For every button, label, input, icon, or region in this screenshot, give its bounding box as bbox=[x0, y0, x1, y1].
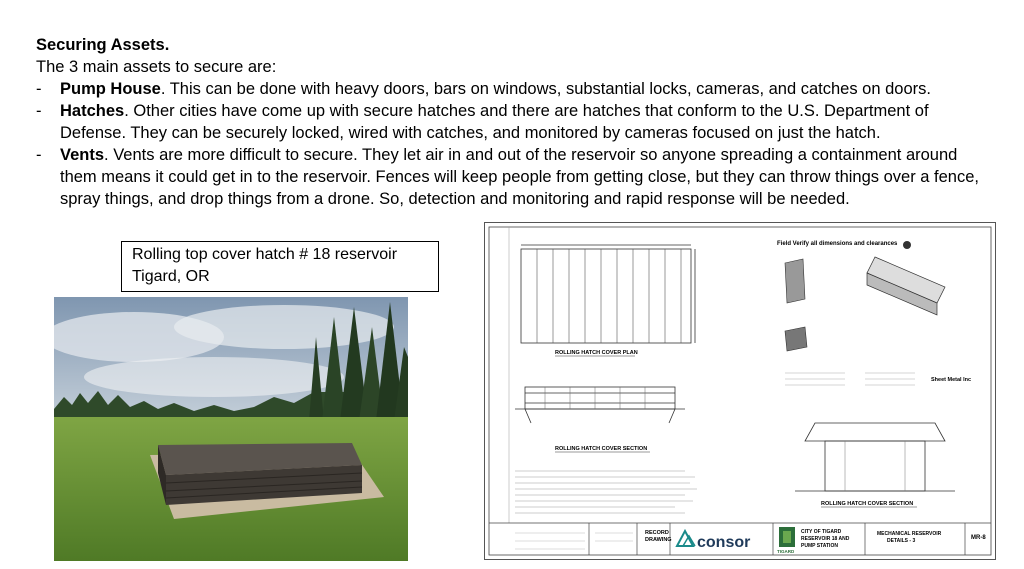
photo-caption bbox=[121, 241, 439, 292]
client-line-2: RESERVOIR 18 AND bbox=[801, 536, 850, 542]
sheet-number: MR-8 bbox=[971, 535, 986, 541]
plan-title: ROLLING HATCH COVER PLAN bbox=[555, 350, 638, 356]
slide-intro: The 3 main assets to secure are: bbox=[36, 58, 277, 76]
record-line-2: DRAWING bbox=[645, 537, 672, 543]
field-verify-note: Field Verify all dimensions and clearances bbox=[777, 241, 898, 247]
client-line-1: CITY OF TIGARD bbox=[801, 529, 842, 535]
caption-line-2: Tigard, OR bbox=[132, 268, 210, 285]
client-line-3: PUMP STATION bbox=[801, 543, 838, 549]
section-title-right: ROLLING HATCH COVER SECTION bbox=[821, 501, 914, 507]
drawing-illustration bbox=[485, 223, 995, 559]
bullet-text: . Vents are more difficult to secure. They let air in and out of the reservoir so anyone spreading a containment around them means it could get in to the reservoir. Fences will keep people from getting close, but they can throw things over a fence, spray things, and drop things from a drone. So, detection and monitoring and rapid response will be needed. bbox=[60, 146, 979, 208]
bullet-hatches: - Hatches. Other cities have come up with secure hatches and there are hatches that conform to the U.S. Department of Defense. They can be securely locked, wired with catches, and monitored by cameras focused on just the hatch. bbox=[36, 102, 929, 142]
engineering-drawing bbox=[484, 222, 996, 560]
bullet-vents: - Vents. Vents are more difficult to secure. They let air in and out of the reservoir so anyone spreading a containment around them means it could get in to the reservoir. Fences will keep people from getting close, but they can throw things over a fence, spray things, and drop things from a drone. So, detection and monitoring and rapid response will be needed. bbox=[36, 146, 979, 208]
bullet-term: Hatches bbox=[60, 102, 125, 120]
bullet-term: Pump House bbox=[60, 80, 161, 98]
record-line-1: RECORD bbox=[645, 530, 669, 536]
vendor-name: Sheet Metal Inc bbox=[931, 377, 972, 383]
sheet-title-2: DETAILS - 3 bbox=[887, 538, 916, 544]
consor-logo-icon bbox=[677, 531, 695, 546]
bullet-term: Vents bbox=[60, 146, 105, 164]
tigard-logo-icon bbox=[779, 527, 795, 547]
firm-name: consor bbox=[697, 534, 751, 551]
bullet-pump-house: - Pump House. This can be done with heavy doors, bars on windows, substantial locks, cameras, and catches on doors. bbox=[36, 80, 931, 98]
sheet-title-1: MECHANICAL RESERVOIR bbox=[877, 531, 942, 537]
slide-text bbox=[36, 34, 996, 210]
slide-heading: Securing Assets. bbox=[36, 36, 170, 54]
hatch-photo-illustration bbox=[54, 297, 408, 561]
bullet-text: . This can be done with heavy doors, bars on windows, substantial locks, cameras, and catches on doors. bbox=[160, 80, 931, 98]
bullet-text: . Other cities have come up with secure hatches and there are hatches that conform to the U.S. Department of Defense. They can be securely locked, wired with catches, and monitored by cameras focused on just the hatch. bbox=[60, 102, 929, 142]
section-title-left: ROLLING HATCH COVER SECTION bbox=[555, 446, 648, 452]
tigard-logo-text: TIGARD bbox=[777, 549, 795, 554]
asset-list bbox=[36, 78, 996, 210]
hatch-photo bbox=[54, 297, 408, 561]
caption-line-1: Rolling top cover hatch # 18 reservoir bbox=[132, 246, 398, 263]
